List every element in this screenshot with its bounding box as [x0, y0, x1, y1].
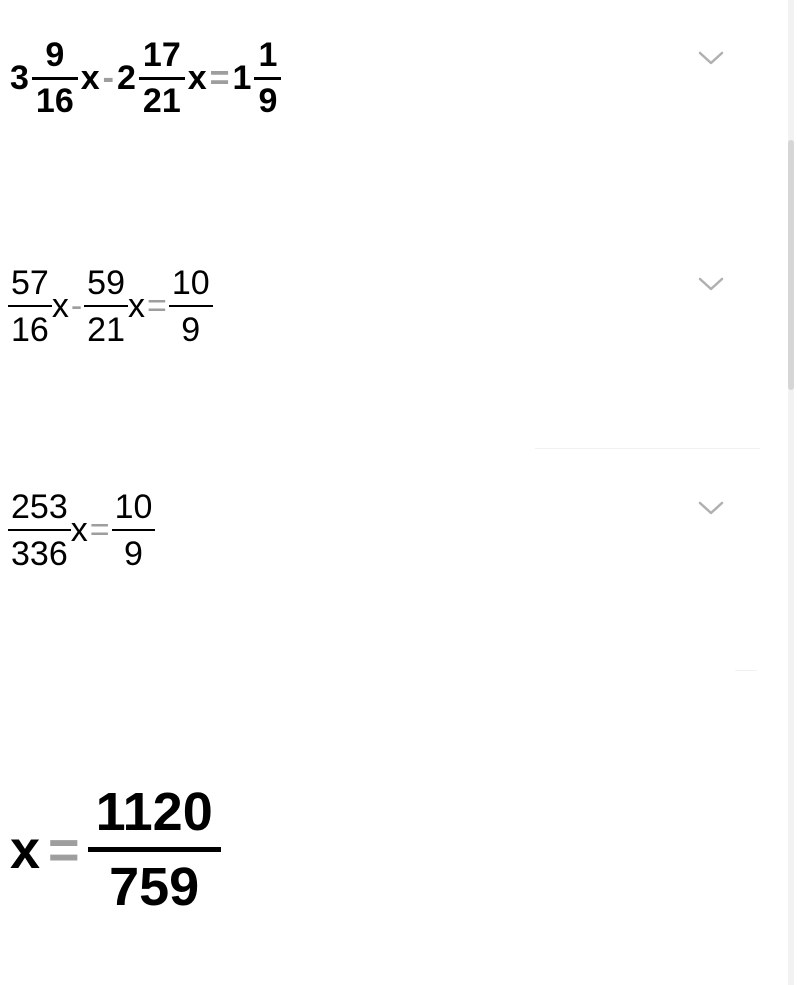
fraction-bar	[169, 305, 213, 307]
scrollbar-thumb[interactable]	[788, 140, 794, 390]
fraction-bar	[88, 847, 221, 852]
equals-sign: =	[209, 58, 230, 97]
numerator: 1	[258, 36, 278, 74]
solution-step-3[interactable]	[0, 482, 770, 602]
fraction	[88, 782, 221, 917]
numerator: 59	[87, 264, 125, 302]
fraction-bar	[84, 305, 128, 307]
chevron-down-icon[interactable]	[698, 276, 724, 292]
fraction	[8, 266, 52, 347]
numerator: 1120	[95, 782, 213, 842]
fraction	[169, 266, 213, 347]
equation	[10, 38, 284, 118]
equals-sign: =	[146, 287, 167, 325]
variable: x	[70, 511, 88, 549]
chevron-down-icon[interactable]	[698, 50, 724, 66]
fraction	[112, 490, 156, 571]
denominator: 336	[11, 535, 68, 573]
numerator: 57	[11, 264, 49, 302]
minus-sign: -	[70, 287, 83, 325]
numerator: 10	[171, 264, 210, 302]
fraction-bar	[32, 77, 78, 80]
fraction-bar	[8, 529, 71, 531]
fraction	[136, 38, 188, 118]
scrollbar[interactable]	[788, 0, 794, 985]
fraction-bar	[254, 77, 281, 80]
whole-number: 1	[232, 58, 252, 97]
variable: x	[127, 287, 145, 325]
equals-sign: =	[89, 511, 110, 549]
denominator: 9	[181, 311, 201, 349]
variable: x	[51, 287, 69, 325]
variable: x	[80, 58, 100, 97]
divider	[535, 448, 760, 449]
solution-step-1[interactable]	[0, 30, 770, 150]
whole-number: 3	[10, 58, 29, 97]
solution-step-2[interactable]	[0, 258, 770, 378]
fraction	[8, 490, 71, 571]
denominator: 21	[142, 82, 181, 120]
denominator: 759	[109, 857, 200, 917]
fraction-bar	[8, 305, 52, 307]
variable: x	[187, 58, 207, 97]
numerator: 9	[45, 36, 65, 74]
equation	[8, 266, 213, 347]
final-answer	[0, 782, 770, 935]
whole-number: 2	[117, 58, 136, 97]
numerator: 10	[114, 488, 153, 526]
variable: x	[10, 819, 41, 880]
chevron-down-icon[interactable]	[698, 500, 724, 516]
fraction	[29, 38, 81, 118]
denominator: 9	[124, 535, 143, 573]
fraction	[84, 266, 128, 347]
divider	[735, 670, 757, 671]
denominator: 16	[35, 82, 74, 120]
denominator: 21	[87, 311, 125, 349]
numerator: 253	[11, 488, 68, 526]
numerator: 17	[142, 36, 181, 74]
equation	[8, 490, 155, 571]
answer-equation	[10, 782, 221, 917]
equals-sign: =	[48, 819, 80, 880]
denominator: 16	[11, 311, 49, 349]
fraction-bar	[112, 529, 156, 531]
denominator: 9	[258, 82, 278, 120]
fraction-bar	[139, 77, 185, 80]
fraction	[251, 38, 284, 118]
minus-sign: -	[102, 58, 114, 97]
